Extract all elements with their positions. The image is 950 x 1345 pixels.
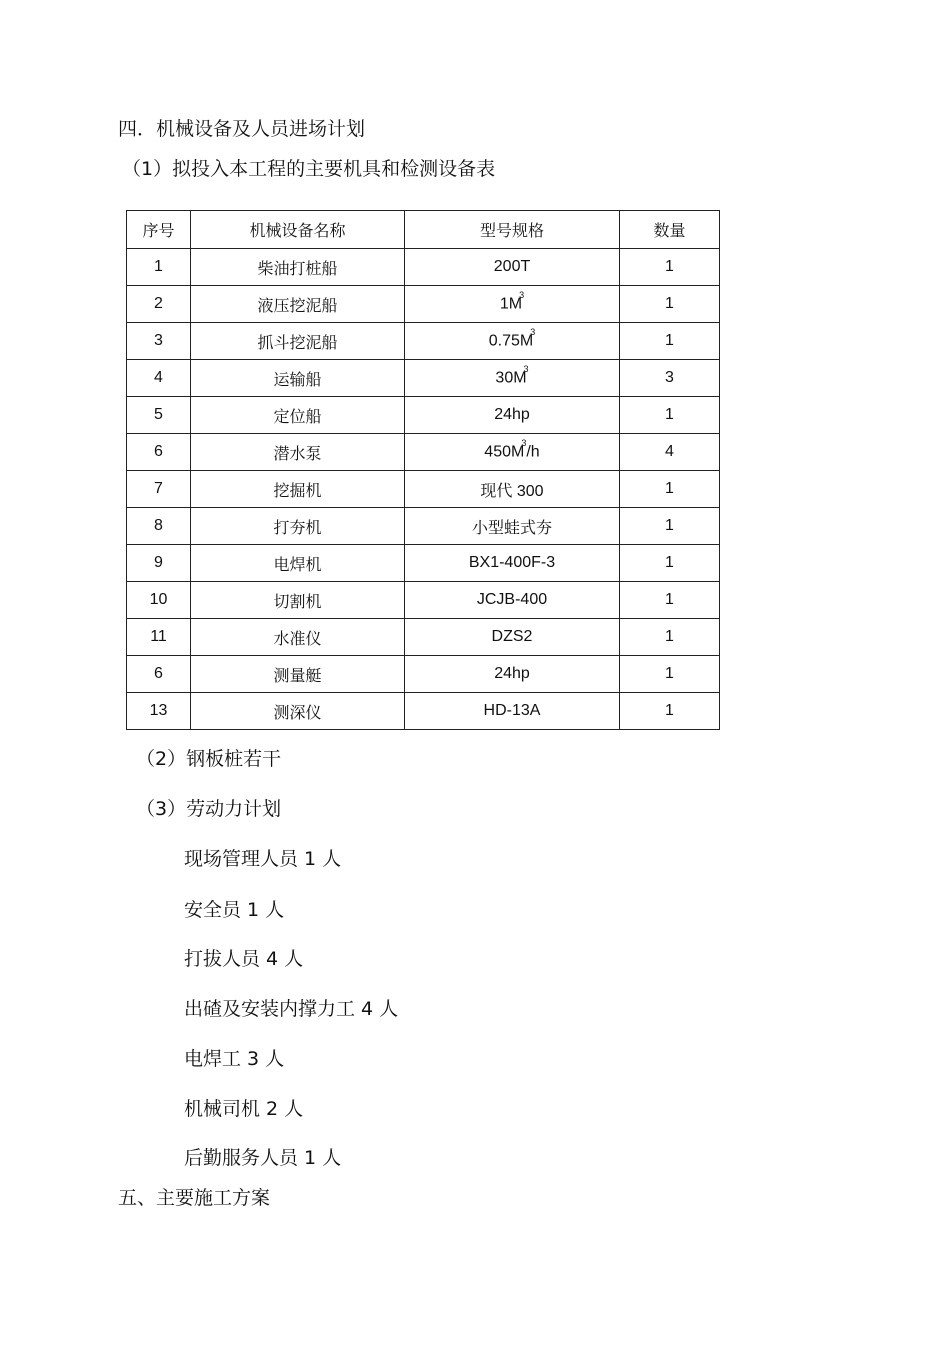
spec-text: 200T (493, 258, 531, 275)
cell-equipment-name: 电焊机 (191, 545, 405, 582)
cell-spec (405, 582, 620, 619)
table-row (127, 693, 720, 730)
cell-no: 9 (127, 545, 191, 582)
cell-equipment-name: 柴油打桩船 (191, 249, 405, 286)
cell-no: 8 (127, 508, 191, 545)
cell-qty: 1 (620, 545, 720, 582)
labor-item: 打拔人员 4 人 (184, 948, 304, 970)
unit-superscript: 3 (523, 364, 529, 375)
cell-no: 6 (127, 656, 191, 693)
cell-spec (405, 249, 620, 286)
cell-qty: 1 (620, 471, 720, 508)
table-row (127, 471, 720, 508)
spec-text: 24hp (494, 406, 530, 423)
cell-spec (405, 286, 620, 323)
cell-qty: 1 (620, 582, 720, 619)
cell-no: 7 (127, 471, 191, 508)
column-header-no: 序号 (127, 211, 191, 249)
cell-spec (405, 693, 620, 730)
cell-spec (405, 508, 620, 545)
cell-equipment-name: 抓斗挖泥船 (191, 323, 405, 360)
table-row (127, 545, 720, 582)
table-row (127, 656, 720, 693)
cell-equipment-name: 潜水泵 (191, 434, 405, 471)
subheading-equipment-table: （1）拟投入本工程的主要机具和检测设备表 (122, 158, 496, 180)
cell-spec (405, 545, 620, 582)
section-heading-4: 四．机械设备及人员进场计划 (118, 118, 366, 140)
equipment-table (126, 210, 720, 730)
cell-spec (405, 360, 620, 397)
table-row (127, 619, 720, 656)
labor-item: 现场管理人员 1 人 (184, 848, 342, 870)
cell-qty: 1 (620, 249, 720, 286)
cell-spec (405, 434, 620, 471)
labor-item: 出碴及安装内撑力工 4 人 (184, 998, 399, 1020)
spec-text: 30M (495, 369, 527, 387)
cell-equipment-name: 液压挖泥船 (191, 286, 405, 323)
cell-qty: 3 (620, 360, 720, 397)
column-header-qty: 数量 (620, 211, 720, 249)
cell-qty: 1 (620, 693, 720, 730)
cell-qty: 1 (620, 619, 720, 656)
cell-no: 13 (127, 693, 191, 730)
table-row (127, 508, 720, 545)
spec-text: HD-13A (483, 702, 541, 719)
spec-text: 1M (499, 295, 523, 313)
cell-qty: 1 (620, 508, 720, 545)
cell-equipment-name: 运输船 (191, 360, 405, 397)
spec-text: 24hp (494, 665, 530, 682)
cell-no: 10 (127, 582, 191, 619)
table-row (127, 249, 720, 286)
spec-text: JCJB-400 (476, 591, 548, 608)
column-header-spec: 型号规格 (405, 211, 620, 249)
spec-text: DZS2 (491, 628, 533, 645)
cell-equipment-name: 打夯机 (191, 508, 405, 545)
spec-suffix: /h (526, 443, 540, 461)
cell-no: 4 (127, 360, 191, 397)
labor-item: 安全员 1 人 (184, 899, 285, 921)
spec-text: 450M (484, 443, 525, 461)
cell-spec (405, 397, 620, 434)
spec-text: BX1-400F-3 (468, 554, 556, 571)
cell-qty: 4 (620, 434, 720, 471)
unit-superscript: 3 (530, 327, 536, 338)
table-row (127, 360, 720, 397)
cell-spec (405, 323, 620, 360)
cell-equipment-name: 测深仪 (191, 693, 405, 730)
cell-qty: 1 (620, 656, 720, 693)
cell-equipment-name: 定位船 (191, 397, 405, 434)
cell-equipment-name: 水准仪 (191, 619, 405, 656)
cell-spec (405, 471, 620, 508)
cell-no: 6 (127, 434, 191, 471)
cell-qty: 1 (620, 323, 720, 360)
cell-no: 1 (127, 249, 191, 286)
spec-text: 0.75M (488, 332, 534, 350)
subheading-labor-plan: （3）劳动力计划 (136, 798, 282, 820)
cell-spec (405, 656, 620, 693)
labor-item: 机械司机 2 人 (184, 1098, 304, 1120)
table-row (127, 286, 720, 323)
cell-no: 5 (127, 397, 191, 434)
labor-item: 后勤服务人员 1 人 (184, 1147, 342, 1169)
cell-qty: 1 (620, 397, 720, 434)
subheading-steel-piles: （2）钢板桩若干 (136, 748, 282, 770)
table-row (127, 323, 720, 360)
table-row (127, 434, 720, 471)
cell-equipment-name: 切割机 (191, 582, 405, 619)
table-row (127, 582, 720, 619)
labor-item: 电焊工 3 人 (184, 1048, 285, 1070)
table-header-row (127, 211, 720, 249)
cell-no: 11 (127, 619, 191, 656)
cell-spec (405, 619, 620, 656)
table-row (127, 397, 720, 434)
cell-no: 2 (127, 286, 191, 323)
cell-equipment-name: 挖掘机 (191, 471, 405, 508)
unit-superscript: 3 (519, 290, 525, 301)
section-heading-5: 五、主要施工方案 (118, 1187, 271, 1209)
spec-text: 小型蛙式夯 (471, 519, 552, 537)
cell-no: 3 (127, 323, 191, 360)
column-header-name: 机械设备名称 (191, 211, 405, 249)
cell-equipment-name: 测量艇 (191, 656, 405, 693)
cell-qty: 1 (620, 286, 720, 323)
unit-superscript: 3 (521, 438, 527, 449)
spec-text: 现代 300 (480, 482, 544, 500)
